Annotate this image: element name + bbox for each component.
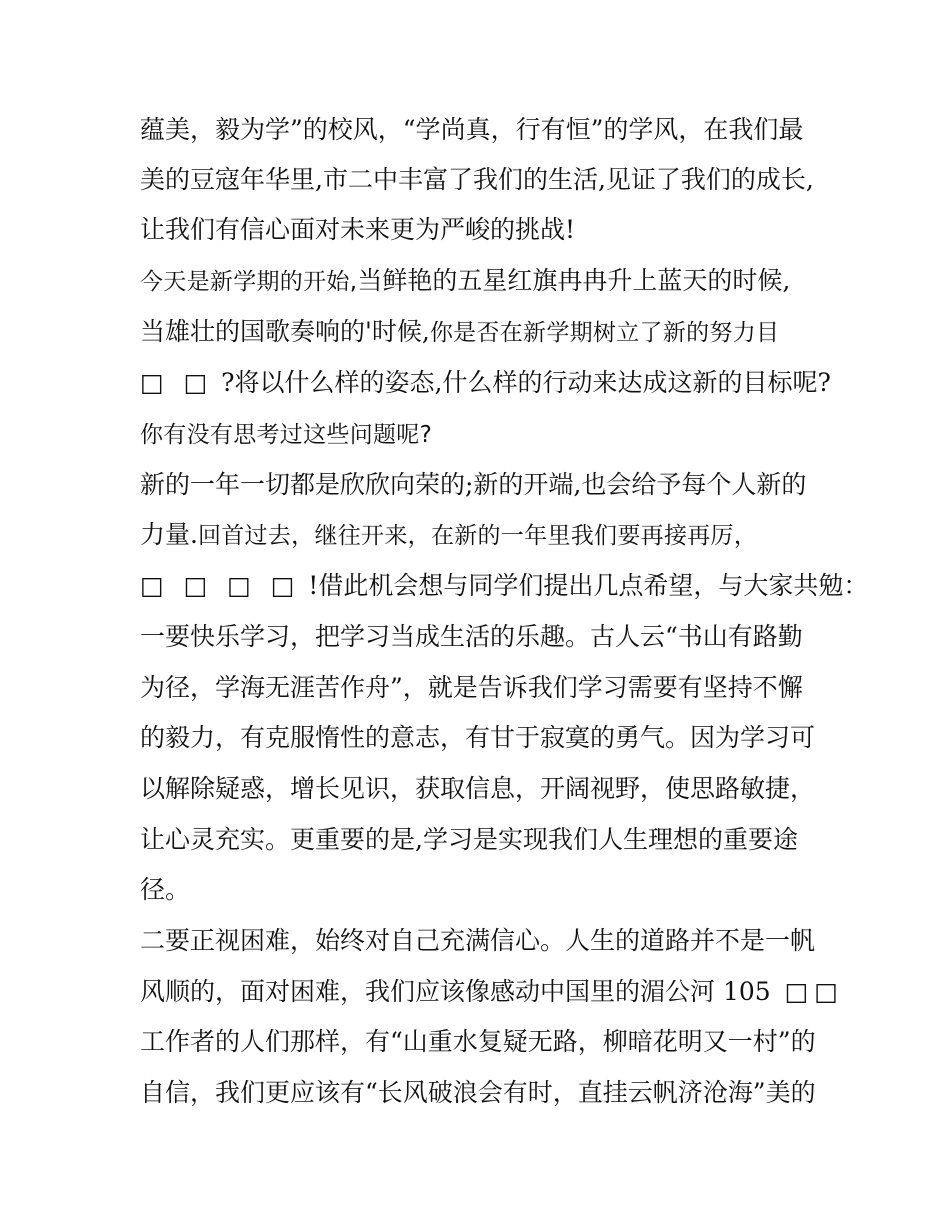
text-segment: 今天是新学期的开始, [140, 269, 358, 295]
text-segment: 二要正视困难，始终对自己充满信心。人生的道路并不是一帆 [140, 926, 816, 955]
text-segment: 自信，我们更应该有“长风破浪会有时，直挂云帆济沧海”美的 [140, 1078, 816, 1107]
text-segment: 让心灵充实。更重要的是,学习是实现我们人生理想的重要途 [140, 825, 798, 854]
text-line [140, 164, 840, 196]
text-line [140, 874, 840, 906]
missing-glyph-placeholder: □ □ [140, 368, 214, 397]
text-segment: 的毅力，有克服惰性的意志，有甘于寂寞的勇气。因为学习可 [140, 723, 816, 752]
text-line [140, 824, 840, 856]
text-line [140, 570, 869, 602]
missing-glyph-placeholder: □ □ □ □ [140, 571, 301, 600]
text-line [140, 316, 840, 349]
text-line [140, 925, 840, 957]
text-line [140, 519, 840, 552]
text-segment: 当鲜艳的五星红旗冉冉升上蓝天的时候, [357, 266, 791, 295]
text-segment: 当雄壮的国歌奏响的'时候, [140, 317, 430, 346]
text-segment: 一要快乐学习，把学习当成生活的乐趣。古人云“书山有路勤 [140, 622, 803, 651]
text-segment: 以解除疑惑，增长见识，获取信息，开阔视野，使思路敏捷， [140, 774, 816, 803]
text-line [140, 773, 840, 805]
text-line [140, 672, 840, 704]
text-segment: 径。 [140, 875, 191, 904]
text-line [140, 621, 840, 653]
text-segment: 蕴美，毅为学”的校风，“学尚真，行有恒”的学风，在我们最 [140, 115, 804, 144]
text-line [140, 418, 840, 451]
text-line [140, 469, 840, 501]
text-line [140, 114, 840, 146]
text-line [140, 976, 844, 1008]
text-segment: 你有没有思考过这些问题呢? [140, 422, 433, 448]
text-segment: 为径，学海无涯苦作舟”，就是告诉我们学习需要有坚持不懈 [140, 673, 803, 702]
text-segment: 新的一年一切都是欣欣向荣的;新的开端,也会给予每个人新的 [140, 470, 807, 499]
text-segment: !借此机会想与同学们提出几点希望，与大家共勉： [300, 571, 869, 600]
text-line [140, 1026, 840, 1058]
text-segment: 风顺的，面对困难，我们应该像感动中国里的湄公河 105 [140, 977, 771, 1006]
text-segment: 力量. [140, 520, 198, 549]
text-line [140, 722, 840, 754]
missing-glyph-placeholder: □□ [770, 977, 844, 1006]
text-line [140, 265, 840, 298]
text-segment: 让我们有信心面对未来更为严峻的挑战! [140, 215, 576, 244]
text-segment: ?将以什么样的姿态,什么样的行动来达成这新的目标呢? [213, 368, 831, 397]
text-segment: 你是否在新学期树立了新的努力目 [429, 320, 780, 346]
text-segment: 回首过去，继往开来，在新的一年里我们要再接再厉， [197, 523, 758, 549]
text-segment: 美的豆寇年华里,市二中丰富了我们的生活,见证了我们的成长, [140, 165, 814, 194]
text-segment: 工作者的人们那样，有“山重水复疑无路，柳暗花明又一村”的 [140, 1027, 816, 1056]
text-line [140, 214, 840, 246]
text-line [140, 1077, 840, 1109]
text-line [140, 367, 840, 399]
